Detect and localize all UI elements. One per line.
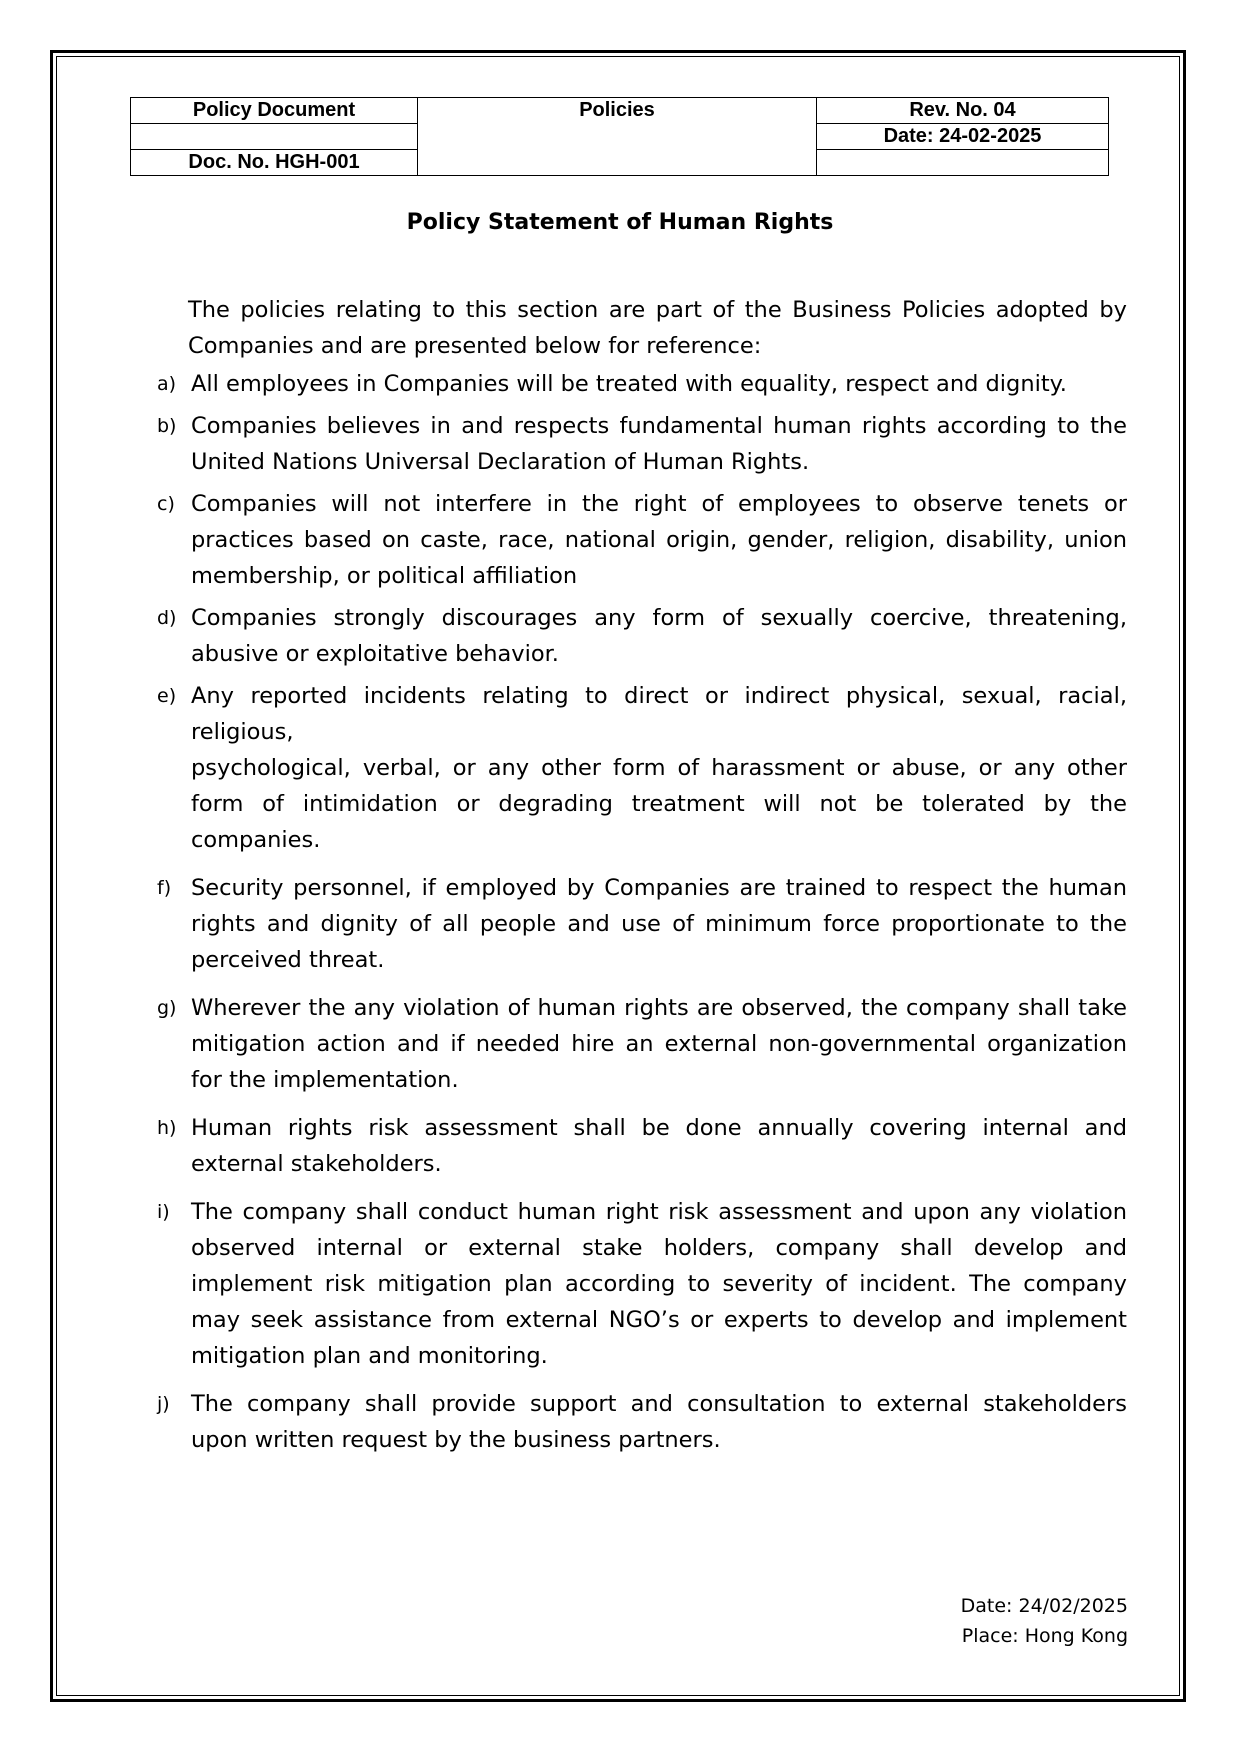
list-item-text-line1: Any reported incidents relating to direct or indirect physical, sexual, racial, religious, — [191, 683, 1127, 745]
list-item-text: The company shall conduct human right risk assessment and upon any violation observed internal or external stake holders, company shall develop and implement risk mitigation plan according to severity of incident. The company may seek assistance from external NGO’s or experts to develop and implement mitigation plan and monitoring. — [191, 1199, 1127, 1369]
list-marker: b) — [157, 415, 177, 437]
policy-document-cell: Policy Document — [131, 98, 418, 124]
footer-place: Place: Hong Kong — [961, 1625, 1128, 1647]
list-item-text: Companies strongly discourages any form of sexually coercive, threatening, abusive or exploitative behavior. — [191, 605, 1127, 667]
list-item-text: All employees in Companies will be treated with equality, respect and dignity. — [191, 371, 1067, 397]
footer-date: Date: 24/02/2025 — [960, 1595, 1128, 1617]
document-header-table — [130, 97, 1109, 176]
list-item-b — [157, 408, 1127, 480]
document-title: Policy Statement of Human Rights — [406, 210, 834, 235]
list-item-a — [157, 366, 1127, 402]
list-marker: h) — [157, 1117, 177, 1139]
list-item-text: Companies believes in and respects fundamental human rights according to the United Nations Universal Declaration of Human Rights. — [191, 413, 1127, 475]
doc-no-cell: Doc. No. HGH-001 — [131, 150, 418, 176]
list-item-text — [191, 678, 1127, 858]
list-marker: e) — [157, 685, 177, 707]
empty-cell-left — [131, 124, 418, 150]
empty-cell-right — [817, 150, 1109, 176]
intro-paragraph: The policies relating to this section are part of the Business Policies adopted by Companies and are presented below for reference: — [188, 297, 1127, 359]
list-item-c — [157, 486, 1127, 594]
list-marker: d) — [157, 607, 177, 629]
list-item-j — [157, 1386, 1127, 1458]
list-marker: i) — [157, 1201, 170, 1223]
date-cell: Date: 24-02-2025 — [817, 124, 1109, 150]
policies-label: Policies — [579, 99, 655, 121]
list-item-text: Human rights risk assessment shall be done annually covering internal and external stakeholders. — [191, 1115, 1127, 1177]
list-marker: a) — [157, 373, 177, 395]
rev-no-cell: Rev. No. 04 — [817, 98, 1109, 124]
list-marker: f) — [157, 877, 172, 899]
list-item-h — [157, 1110, 1127, 1182]
list-item-text: Security personnel, if employed by Companies are trained to respect the human rights and dignity of all people and use of minimum force proportionate to the perceived threat. — [191, 875, 1127, 973]
document-footer — [961, 1591, 1128, 1651]
list-item-text: Wherever the any violation of human rights are observed, the company shall take mitigation action and if needed hire an external non-governmental organization for the implementation. — [191, 995, 1127, 1093]
list-item-text-line2: psychological, verbal, or any other form of harassment or abuse, or any other form of intimidation or degrading treatment will not be tolerated by the companies. — [191, 755, 1127, 853]
list-item-text: The company shall provide support and consultation to external stakeholders upon written request by the business partners. — [191, 1391, 1127, 1453]
list-item-i — [157, 1194, 1127, 1374]
list-item-text: Companies will not interfere in the right of employees to observe tenets or practices based on caste, race, national origin, gender, religion, disability, union membership, or political affiliation — [191, 491, 1127, 589]
list-item-f — [157, 870, 1127, 978]
policy-body — [157, 292, 1127, 1458]
list-item-g — [157, 990, 1127, 1098]
list-marker: j) — [157, 1393, 170, 1415]
list-marker: g) — [157, 997, 177, 1019]
list-item-e — [157, 678, 1127, 858]
list-marker: c) — [157, 493, 175, 515]
list-item-d — [157, 600, 1127, 672]
policies-cell — [418, 98, 817, 176]
